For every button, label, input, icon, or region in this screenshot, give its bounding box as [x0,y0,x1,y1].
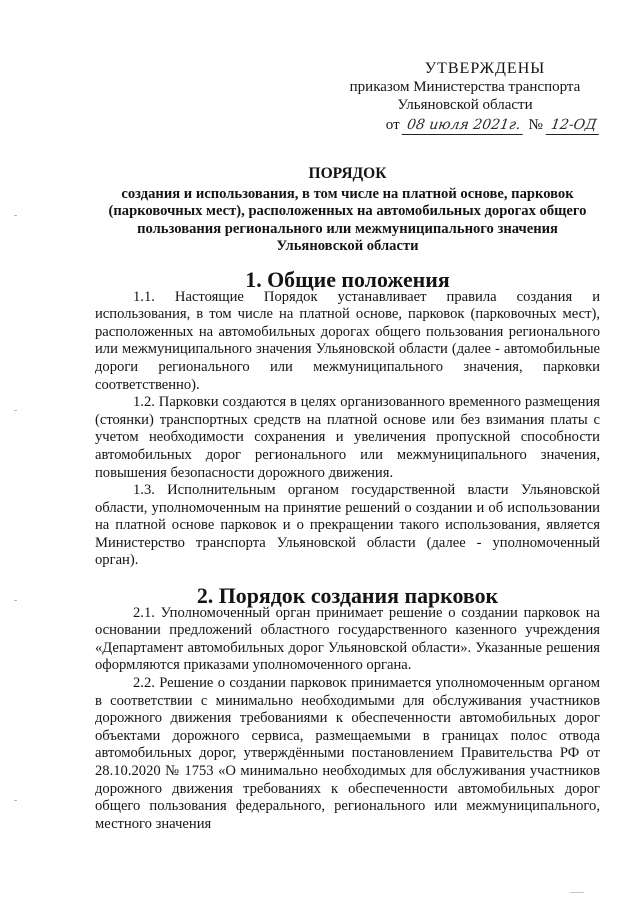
document-title: ПОРЯДОК [308,165,387,182]
approval-title: УТВЕРЖДЕНЫ [424,60,546,77]
scan-margin-mark [14,600,17,601]
approval-block [330,60,600,135]
paragraph: 2.2. Решение о создании парковок принимается уполномоченным органом в соответствии с минимально необходимыми для обслуживания участников дорожного движения требованиями к обеспеченности автомобильных дорог объектами дорожного сервиса, размещаемыми в границах полос отвода автомобильных дорог, утверждёнными постановлением Правительства РФ от 28.10.2020 № 1753 «О минимально необходимых для обслуживания участников дорожного движения требованиях к обеспеченности автомобильных дорог общего пользования федерального, регионального или межмуниципального, местного значения [95,675,600,832]
handwritten-date: 08 июля 2021г. [402,116,526,135]
approval-from-label: от [385,117,400,133]
approval-line-region: Ульяновской области [397,97,533,113]
scan-margin-mark [14,410,17,411]
section-title: 1. Общие положения [245,266,450,292]
paragraph: 2.1. Уполномоченный орган принимает решение о создании парковок на основании предложений областного государственного казенного учреждения «Департамент автомобильных дорог Ульяновской области». Указанные решения оформляются приказами уполномоченного органа. [95,604,600,674]
approval-line-order: приказом Министерства транспорта [349,79,581,95]
approval-date-number [330,116,600,135]
paragraph: 1.1. Настоящие Порядок устанавливает правила создания и использования, в том числе на платной основе, парковок (парковочных мест), расположенных на автомобильных дорогах общего пользования регионального или межмуниципального значения Ульяновской области (далее - автомобильные дороги регионального или межмуниципального значения, парковки соответственно). [95,288,600,393]
scan-margin-mark [14,800,17,801]
paragraph: 1.3. Исполнительным органом государственной власти Ульяновской области, уполномоченным на принятие решений о создании и об использовании на платной основе парковок и о прекращении такого использования, является Министерство транспорта Ульяновской области (далее - уполномоченный орган). [95,482,600,569]
handwritten-number: 12-ОД [545,116,601,135]
approval-number-label: № [528,117,543,133]
section-title: 2. Порядок создания парковок [196,583,499,609]
scan-margin-mark [570,892,584,893]
document-body [95,165,600,833]
scan-margin-mark [14,215,17,216]
paragraph: 1.2. Парковки создаются в целях организованного временного размещения (стоянки) транспортных средств на платной основе или без взимания платы с учетом необходимости сохранения и увеличения пропускной способности автомобильных дорог регионального или межмуниципального значения, повышения безопасности дорожного движения. [95,394,600,481]
document-subtitle: создания и использования, в том числе на платной основе, парковок (парковочных мест), расположенных на автомобильных дорогах общего пользования регионального или межмуниципального значения Ульяновской области [108,185,587,255]
